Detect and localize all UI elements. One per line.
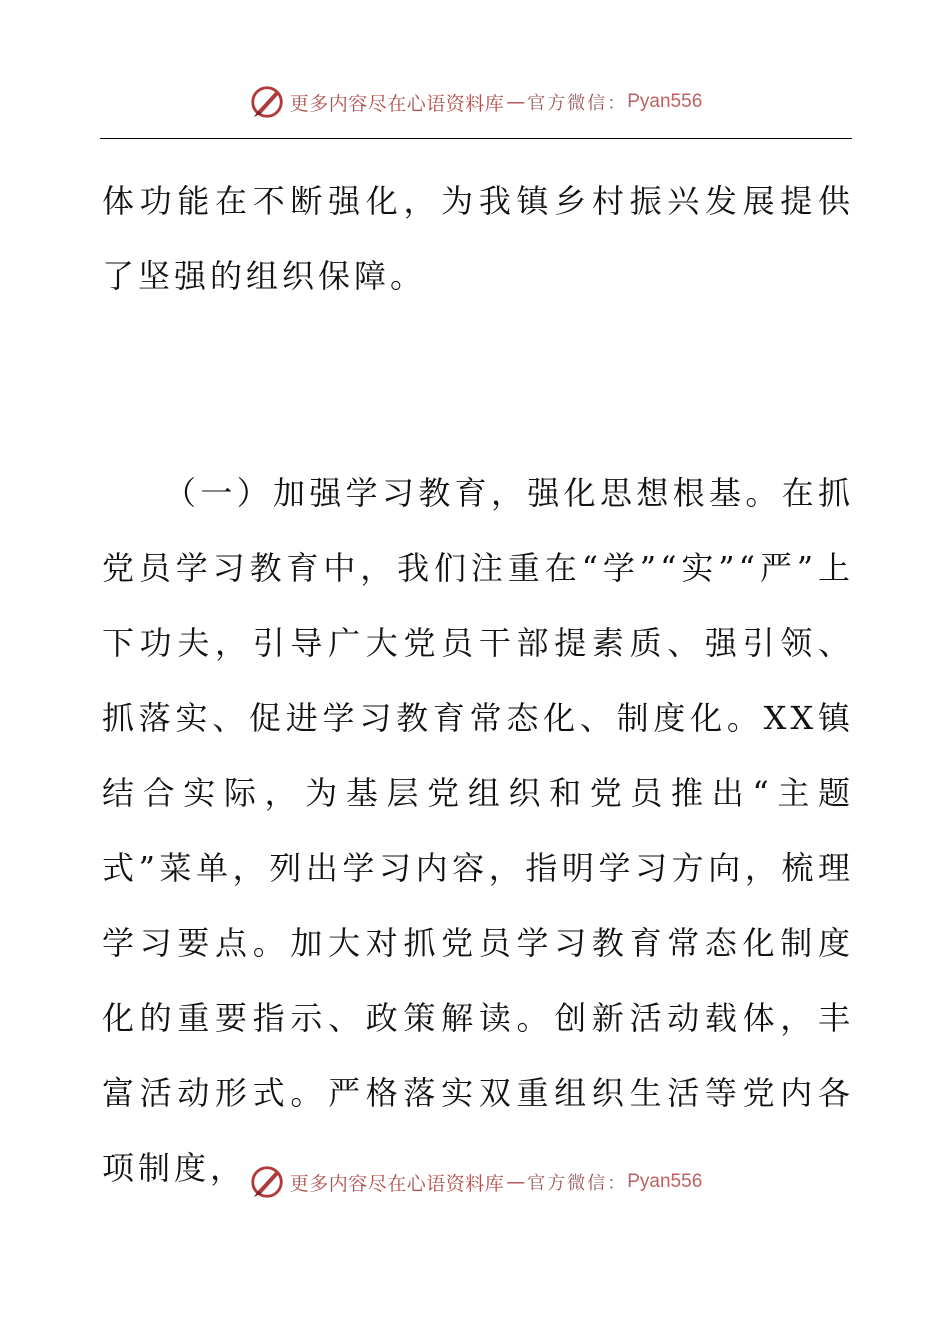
- header-wechat-label: 官方微信：: [527, 93, 628, 114]
- header-watermark: [0, 80, 950, 124]
- header-divider: [100, 138, 852, 139]
- body-paragraph-2: （一）加强学习教育，强化思想根基。在抓党员学习教育中，我们注重在“学”“实”“严”上下功夫，引导广大党员干部提素质、强引领、抓落实、促进学习教育常态化、制度化。XX镇结合实际，为基层党组织和党员推出“主题式”菜单，列出学习内容，指明学习方向，梳理学习要点。加大对抓党员学习教育常态化制度化的重要指示、政策解读。创新活动载体，丰富活动形式。严格落实双重组织生活等党内各项制度，: [102, 474, 854, 1187]
- footer-dash: —: [506, 1171, 526, 1193]
- header-site-text: 更多内容尽在心语资料库: [289, 92, 505, 115]
- pen-logo-icon: [248, 83, 286, 121]
- body-paragraph-1: 体功能在不断强化，为我镇乡村振兴发展提供了坚强的组织保障。: [102, 182, 854, 295]
- footer-site-text: 更多内容尽在心语资料库: [289, 1172, 505, 1195]
- pen-logo-icon: [248, 1163, 286, 1201]
- header-wechat-id: Pyan556: [627, 91, 703, 112]
- header-dash: —: [506, 91, 526, 113]
- footer-wechat-label: 官方微信：: [527, 1173, 628, 1194]
- footer-wechat-id: Pyan556: [627, 1171, 703, 1192]
- footer-watermark: [0, 1160, 950, 1204]
